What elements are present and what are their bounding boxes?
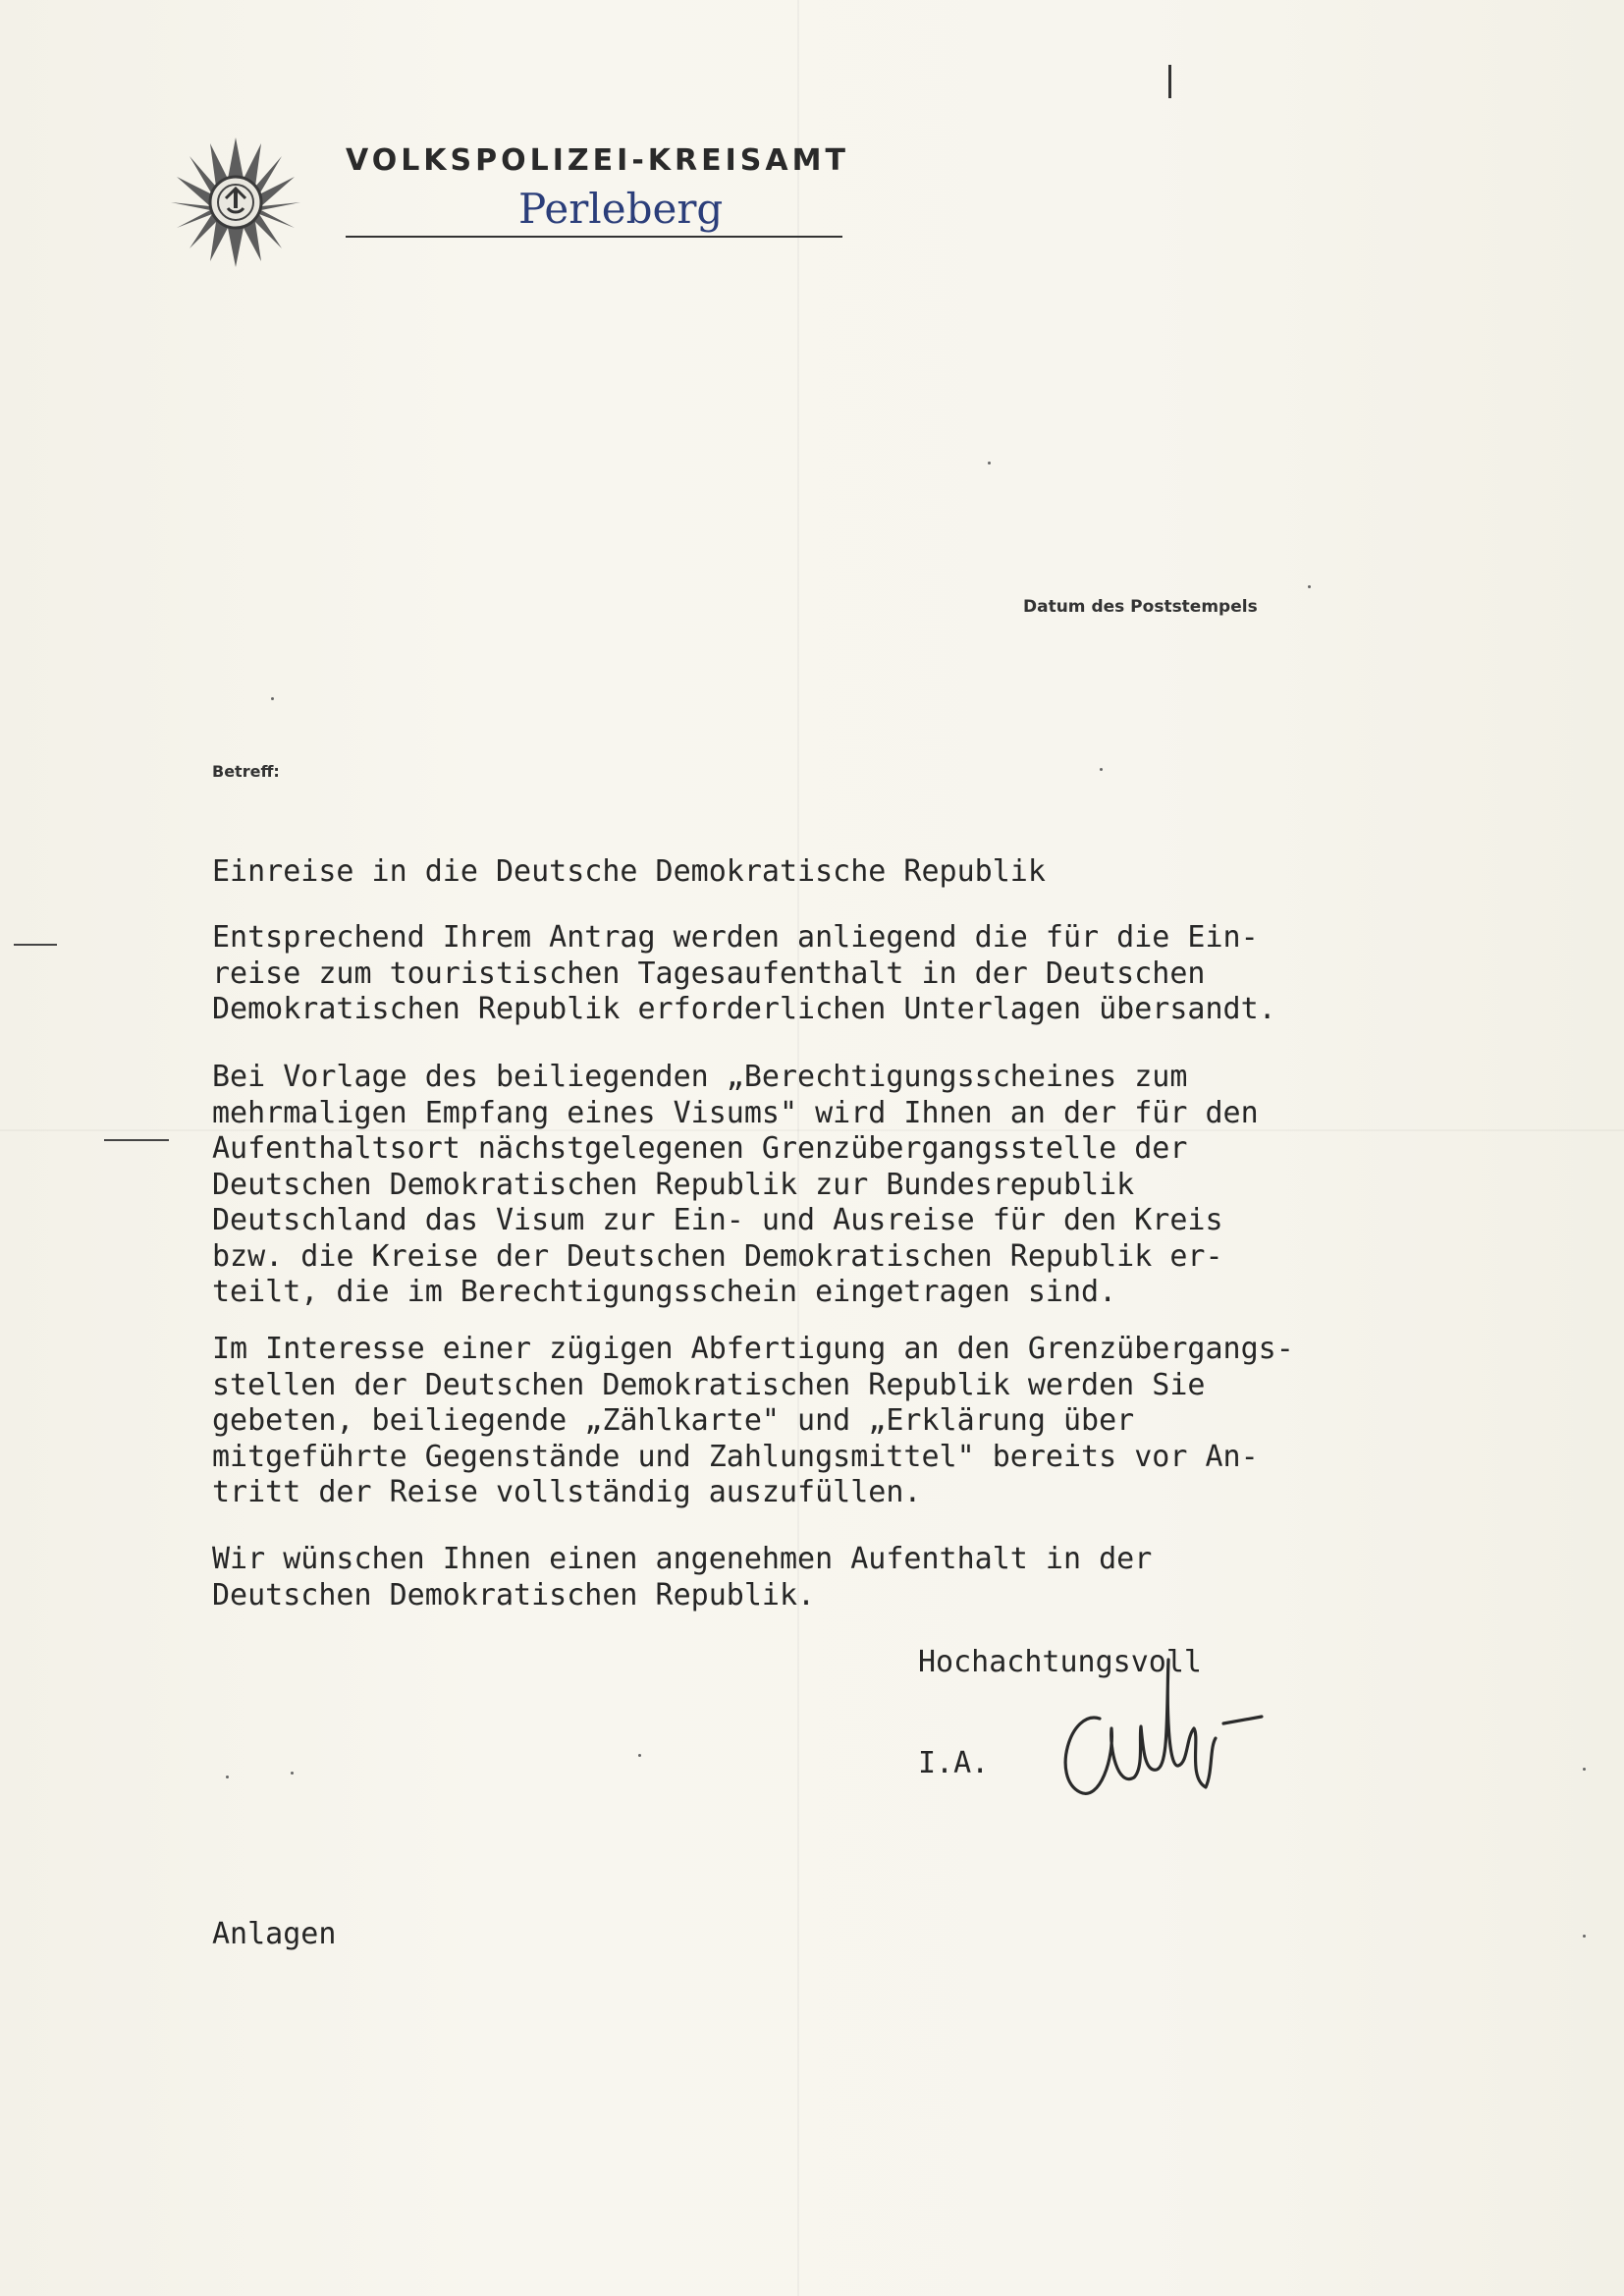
edge-mark — [1168, 65, 1171, 98]
paper-speck — [1583, 1935, 1586, 1938]
office-city-stamp: Perleberg — [518, 185, 724, 233]
paper-speck — [1583, 1768, 1586, 1771]
paper-speck — [638, 1754, 641, 1757]
police-star-emblem-icon — [167, 134, 304, 271]
subject-label: Betreff: — [212, 762, 280, 781]
closing-salutation: Hochachtungsvoll — [918, 1645, 1202, 1679]
paper-speck — [1100, 768, 1103, 771]
enclosures-label: Anlagen — [212, 1917, 337, 1951]
paragraph-3: Im Interesse einer zügigen Abfertigung an den Grenzübergangs- stellen der Deutschen Demokratischen Republik werden Sie gebeten, beiliegende „Zählkarte" und „Erklärung über mitgeführte Gegenstände und Zahlungsmittel" bereits vor An- tritt der Reise vollständig auszufüllen. — [212, 1332, 1294, 1509]
paragraph-4: Wir wünschen Ihnen einen angenehmen Aufenthalt in der Deutschen Demokratischen Republik. — [212, 1542, 1153, 1613]
margin-mark — [14, 944, 57, 946]
issuing-office: VOLKSPOLIZEI-KREISAMT — [346, 143, 849, 178]
paper-speck — [988, 462, 991, 465]
on-behalf-label: I.A. — [918, 1746, 990, 1780]
paragraph-1: Entsprechend Ihrem Antrag werden anliegend die für die Ein- reise zum touristischen Tagesaufenthalt in der Deutschen Demokratischen Republik erforderlichen Unterlagen übersandt. — [212, 920, 1276, 1026]
paper-speck — [1308, 585, 1311, 588]
paper-speck — [291, 1772, 294, 1775]
paper-speck — [226, 1776, 229, 1778]
paper-speck — [271, 697, 274, 700]
date-label: Datum des Poststempels — [1023, 597, 1258, 617]
handwritten-signature-icon — [1041, 1601, 1276, 1797]
letterhead-rule — [346, 236, 842, 238]
margin-mark — [104, 1139, 169, 1141]
paragraph-2: Bei Vorlage des beiliegenden „Berechtigungsscheines zum mehrmaligen Empfang eines Visums" wird Ihnen an der für den Aufenthaltsort nächstgelegenen Grenzübergangsstelle der Deutschen Demokratischen Republik zur Bundesrepublik Deutschland das Visum zur Ein- und Ausreise für den Kreis bzw. die Kreise der Deutschen Demokratischen Republik er- teilt, die im Berechtigungsschein eingetragen sind. — [212, 1060, 1259, 1309]
subject-line: Einreise in die Deutsche Demokratische Republik — [212, 854, 1046, 889]
